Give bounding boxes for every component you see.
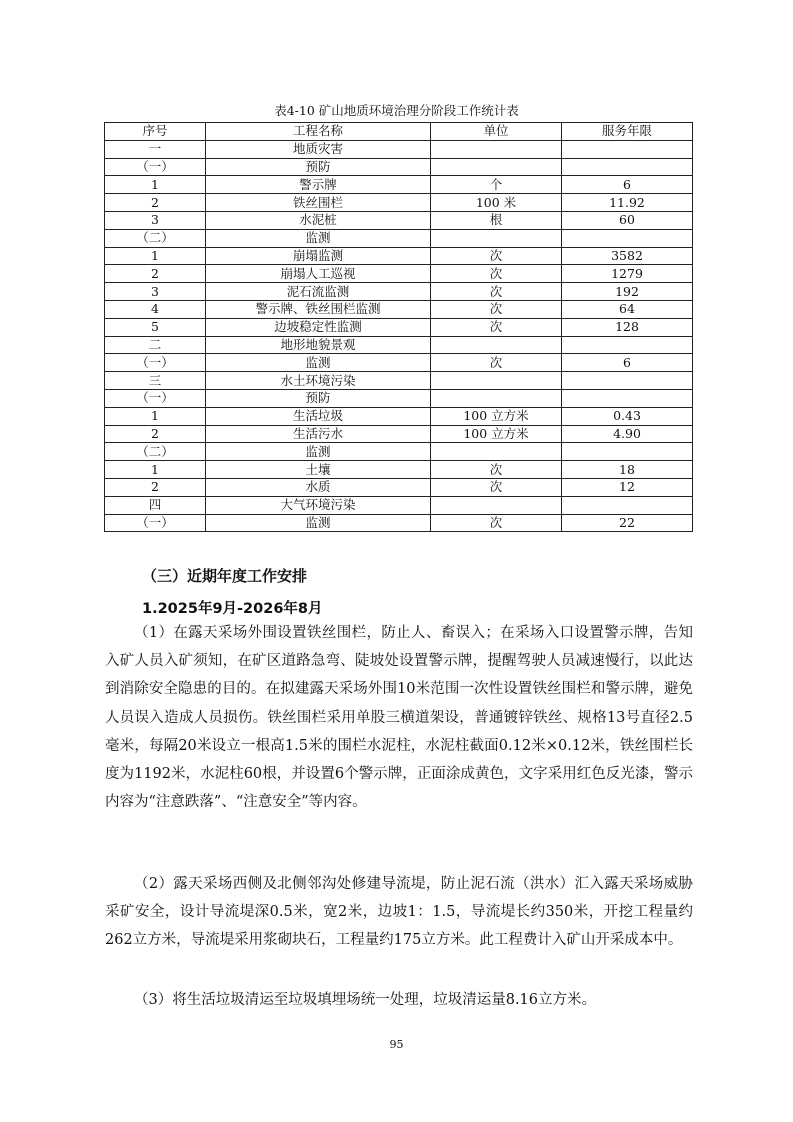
cell-project: 监测 (206, 354, 431, 372)
cell-unit: 次 (431, 318, 562, 336)
table-row (105, 336, 693, 354)
table-row (105, 478, 693, 496)
cell-unit: 100 立方米 (431, 407, 562, 425)
cell-index: 2 (105, 425, 206, 443)
cell-years (562, 336, 693, 354)
cell-index: 一 (105, 140, 206, 158)
cell-unit: 次 (431, 461, 562, 479)
cell-project: 生活污水 (206, 425, 431, 443)
cell-unit (431, 229, 562, 247)
cell-index: 5 (105, 318, 206, 336)
cell-project: 生活垃圾 (206, 407, 431, 425)
cell-years (562, 496, 693, 514)
table-row (105, 229, 693, 247)
cell-index: （一） (105, 354, 206, 372)
cell-project: 水土环境污染 (206, 372, 431, 390)
table-row (105, 176, 693, 194)
cell-index: 4 (105, 300, 206, 318)
table-row (105, 443, 693, 461)
cell-unit (431, 496, 562, 514)
cell-years: 192 (562, 283, 693, 301)
cell-index: （一） (105, 514, 206, 532)
cell-project: 地形地貌景观 (206, 336, 431, 354)
cell-project: 监测 (206, 514, 431, 532)
cell-project: 警示牌、铁丝围栏监测 (206, 300, 431, 318)
cell-years: 60 (562, 211, 693, 229)
table-row (105, 283, 693, 301)
cell-unit: 100 立方米 (431, 425, 562, 443)
cell-unit: 次 (431, 354, 562, 372)
cell-years: 12 (562, 478, 693, 496)
cell-project: 水泥桩 (206, 211, 431, 229)
table-row (105, 300, 693, 318)
cell-unit (431, 443, 562, 461)
cell-unit (431, 158, 562, 176)
cell-project: 警示牌 (206, 176, 431, 194)
cell-index: （二） (105, 443, 206, 461)
cell-unit (431, 140, 562, 158)
cell-index: 2 (105, 478, 206, 496)
table-row (105, 514, 693, 532)
cell-unit (431, 389, 562, 407)
cell-index: 三 (105, 372, 206, 390)
cell-index: 1 (105, 176, 206, 194)
table-row (105, 354, 693, 372)
header-cell-index: 序号 (105, 123, 206, 141)
cell-project: 预防 (206, 389, 431, 407)
cell-unit (431, 336, 562, 354)
cell-project: 崩塌监测 (206, 247, 431, 265)
cell-project: 大气环境污染 (206, 496, 431, 514)
cell-unit: 次 (431, 300, 562, 318)
cell-project: 预防 (206, 158, 431, 176)
cell-index: 1 (105, 247, 206, 265)
cell-index: 3 (105, 283, 206, 301)
table-row (105, 158, 693, 176)
cell-unit (431, 372, 562, 390)
cell-index: 2 (105, 194, 206, 212)
work-statistics-table (104, 122, 693, 532)
cell-index: 1 (105, 407, 206, 425)
paragraph-3: （3）将生活垃圾清运至垃圾填埋场统一处理，垃圾清运量8.16立方米。 (134, 992, 597, 1008)
table-row (105, 389, 693, 407)
cell-unit: 100 米 (431, 194, 562, 212)
table-row (105, 496, 693, 514)
cell-index: 3 (105, 211, 206, 229)
header-cell-unit: 单位 (431, 123, 562, 141)
cell-years: 22 (562, 514, 693, 532)
cell-years: 11.92 (562, 194, 693, 212)
cell-years: 3582 (562, 247, 693, 265)
cell-unit: 次 (431, 283, 562, 301)
table-row (105, 140, 693, 158)
cell-project: 边坡稳定性监测 (206, 318, 431, 336)
cell-index: （一） (105, 389, 206, 407)
cell-unit: 次 (431, 265, 562, 283)
paragraph-1: （1）在露天采场外围设置铁丝围栏，防止人、畜误入；在采场入口设置警示牌，告知入矿人员入矿须知，在矿区道路急弯、陡坡处设置警示牌，提醒驾驶人员减速慢行，以此达到消除安全隐患的目的。在拟建露天采场外围10米范围一次性设置铁丝围栏和警示牌，避免人员误入造成人员损伤。铁丝围栏采用单股三横道架设，普通镀锌铁丝、规格13号直径2.5毫米，每隔20米设立一根高1.5米的围栏水泥柱，水泥柱截面0.12米×0.12米，铁丝围栏长度为1192米，水泥柱60根，并设置6个警示牌，正面涂成黄色，文字采用红色反光漆，警示内容为“注意跌落”、“注意安全”等内容。 (105, 625, 693, 811)
cell-index: 2 (105, 265, 206, 283)
table-row (105, 461, 693, 479)
cell-years: 6 (562, 354, 693, 372)
cell-unit: 次 (431, 514, 562, 532)
header-cell-project: 工程名称 (206, 123, 431, 141)
cell-index: （一） (105, 158, 206, 176)
table-row (105, 425, 693, 443)
table-caption: 表4-10 矿山地质环境治理分阶段工作统计表 (274, 103, 519, 118)
table-row (105, 194, 693, 212)
page-number: 95 (389, 1038, 404, 1051)
cell-index: 四 (105, 496, 206, 514)
cell-project: 监测 (206, 443, 431, 461)
sub-heading: 1.2025年9月-2026年8月 (142, 601, 323, 617)
cell-index: 1 (105, 461, 206, 479)
cell-index: （二） (105, 229, 206, 247)
table-row (105, 247, 693, 265)
cell-years: 4.90 (562, 425, 693, 443)
cell-project: 土壤 (206, 461, 431, 479)
cell-years: 1279 (562, 265, 693, 283)
cell-index: 二 (105, 336, 206, 354)
cell-years (562, 443, 693, 461)
cell-years (562, 229, 693, 247)
cell-project: 崩塌人工巡视 (206, 265, 431, 283)
cell-years (562, 389, 693, 407)
section-heading: （三）近期年度工作安排 (142, 567, 308, 585)
table-header-row (105, 123, 693, 141)
table-row (105, 265, 693, 283)
cell-project: 铁丝围栏 (206, 194, 431, 212)
cell-unit: 次 (431, 478, 562, 496)
table-row (105, 318, 693, 336)
cell-years: 0.43 (562, 407, 693, 425)
cell-years: 6 (562, 176, 693, 194)
cell-unit: 次 (431, 247, 562, 265)
cell-years: 128 (562, 318, 693, 336)
cell-years (562, 158, 693, 176)
cell-unit: 根 (431, 211, 562, 229)
cell-years (562, 372, 693, 390)
cell-unit: 个 (431, 176, 562, 194)
cell-years (562, 140, 693, 158)
cell-project: 水质 (206, 478, 431, 496)
paragraph-2: （2）露天采场西侧及北侧邻沟处修建导流堤，防止泥石流（洪水）汇入露天采场威胁采矿安全，设计导流堤深0.5米，宽2米，边坡1：1.5，导流堤长约350米，开挖工程量约262立方米，导流堤采用浆砌块石，工程量约175立方米。此工程费计入矿山开采成本中。 (105, 876, 693, 949)
cell-project: 地质灾害 (206, 140, 431, 158)
cell-years: 64 (562, 300, 693, 318)
header-cell-years: 服务年限 (562, 123, 693, 141)
cell-project: 泥石流监测 (206, 283, 431, 301)
table-row (105, 211, 693, 229)
table-row (105, 407, 693, 425)
cell-project: 监测 (206, 229, 431, 247)
cell-years: 18 (562, 461, 693, 479)
table-row (105, 372, 693, 390)
